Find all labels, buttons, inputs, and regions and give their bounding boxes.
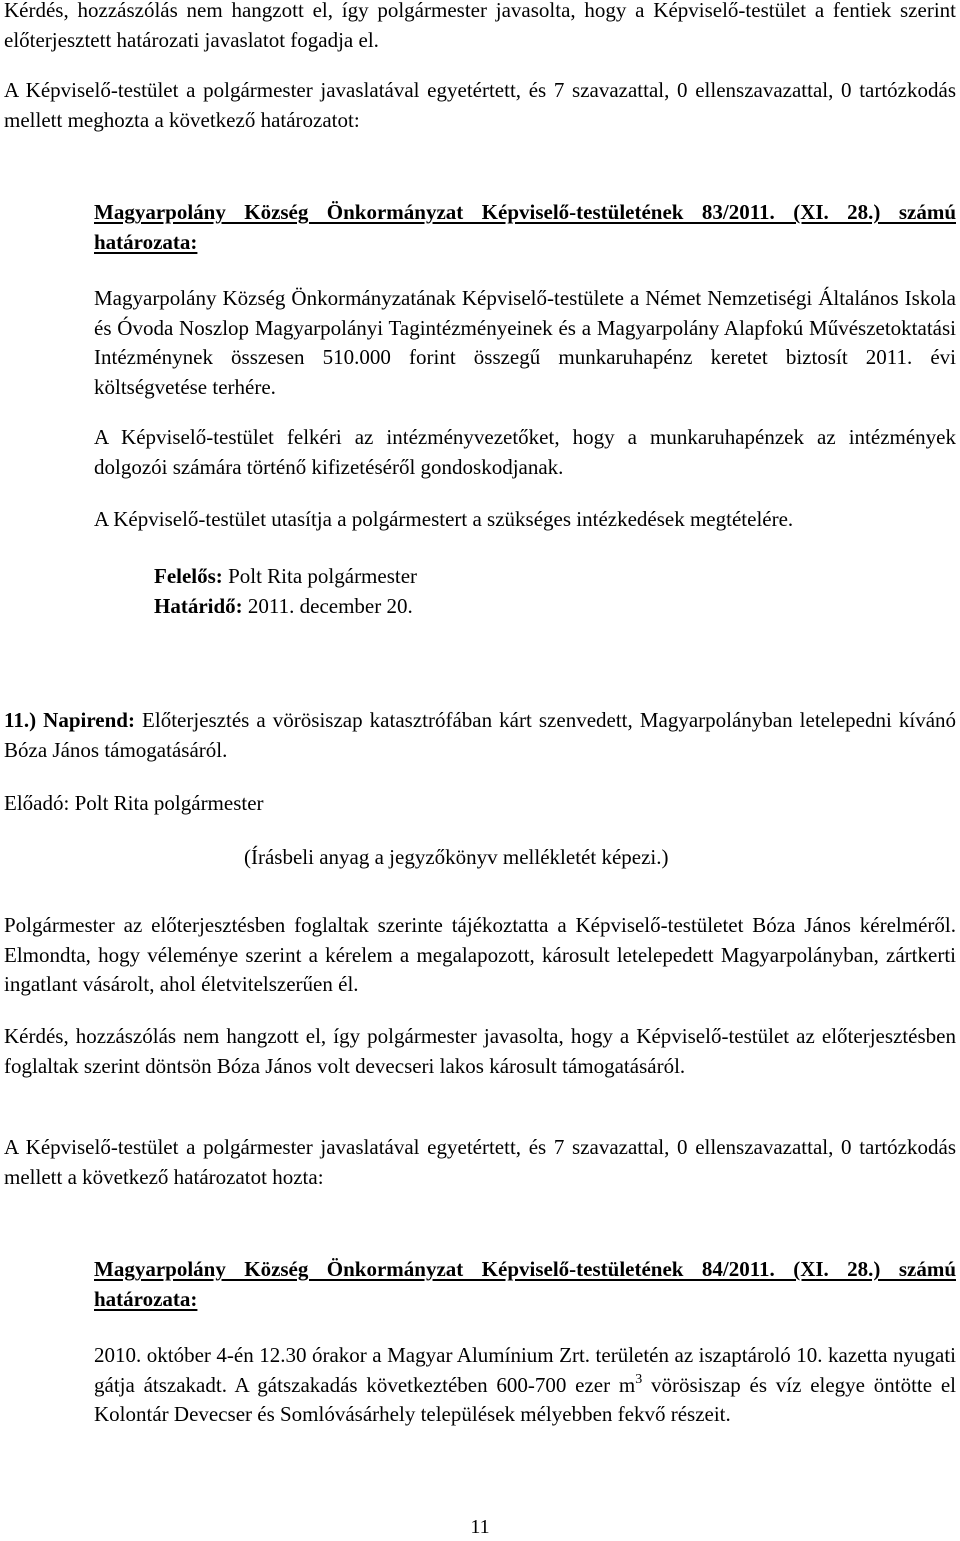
agenda-label: Napirend:	[43, 708, 135, 732]
deadline-label: Határidő:	[154, 594, 243, 618]
paragraph-vote-result-2: A Képviselő-testület a polgármester javaslatával egyetértett, és 7 szavazattal, 0 ellenszavazattal, 0 tartózkodás mellett a következő határozatot hozta:	[4, 1135, 956, 1189]
deadline-value: 2011. december 20.	[247, 594, 413, 618]
agenda-text: Előterjesztés a vörösiszap katasztrófában kárt szenvedett, Magyarpolányban letelepedni kívánó Bóza János támogatásáról.	[4, 708, 957, 762]
page-number: 11	[470, 1516, 490, 1538]
resolution-83-title: Magyarpolány Község Önkormányzat Képviselő-testületének 83/2011. (XI. 28.) számú határozata:	[94, 200, 956, 254]
resolution-84-title: Magyarpolány Község Önkormányzat Képviselő-testületének 84/2011. (XI. 28.) számú határozata:	[94, 1257, 956, 1311]
annex-note: (Írásbeli anyag a jegyzőkönyv mellékletét képezi.)	[244, 845, 669, 869]
agenda-item-11	[4, 706, 956, 765]
resolution-83-body-instruction: A Képviselő-testület utasítja a polgármestert a szükséges intézkedések megtételére.	[94, 507, 794, 531]
paragraph-question-proposal-2: Kérdés, hozzászólás nem hangzott el, így polgármester javasolta, hogy a Képviselő-testület az előterjesztésben foglaltak szerint döntsön Bóza János volt devecseri lakos károsult támogatásáról.	[4, 1024, 956, 1078]
paragraph-mayor-information: Polgármester az előterjesztésben foglaltak szerinte tájékoztatta a Képviselő-testületet Bóza János kérelméről. Elmondta, hogy véleménye szerint a kérelem a megalapozott, károsult letelepedett Magyarpolányban, zártkerti ingatlant vásárolt, ahol életvitelszerűen él.	[4, 913, 956, 996]
resolution-83-body-funding: Magyarpolány Község Önkormányzatának Képviselő-testülete a Német Nemzetiségi Általános Iskola és Óvoda Noszlop Magyarpolányi Tagintézményeinek és a Magyarpolány Alapfokú Művészetoktatási Intézménynek összesen 510.000 forint összegű munkaruhapénz keretet biztosít 2011. évi költségvetése terhére.	[94, 286, 956, 399]
resolution-83-responsible	[154, 562, 854, 592]
responsible-value: Polt Rita polgármester	[228, 564, 418, 588]
superscript-3: 3	[635, 1371, 643, 1387]
resolution-84-body-text-1: 2010. október 4-én 12.30 órakor a Magyar Alumínium Zrt. területén az iszaptároló 10. kazetta nyugati gátja átszakadt. A gátszakadás következtében 600-700 ezer m	[94, 1343, 956, 1397]
paragraph-question-proposal: Kérdés, hozzászólás nem hangzott el, így polgármester javasolta, hogy a Képviselő-testület a fentiek szerint előterjesztett határozati javaslatot fogadja el.	[4, 0, 956, 52]
resolution-84-body	[94, 1341, 956, 1430]
resolution-83-deadline	[154, 592, 854, 622]
resolution-84-body-text-2: vörösiszap és víz elegye öntötte el Kolontár Devecser és Somlóvásárhely települések mélyebben fekvő részeit.	[94, 1372, 956, 1426]
responsible-label: Felelős:	[154, 564, 223, 588]
agenda-presenter: Előadó: Polt Rita polgármester	[4, 791, 264, 815]
agenda-number: 11.)	[4, 708, 37, 732]
paragraph-vote-result: A Képviselő-testület a polgármester javaslatával egyetértett, és 7 szavazattal, 0 ellenszavazattal, 0 tartózkodás mellett meghozta a következő határozatot:	[4, 78, 956, 132]
resolution-83-body-request: A Képviselő-testület felkéri az intézményvezetőket, hogy a munkaruhapénzek az intézmények dolgozói számára történő kifizetéséről gondoskodjanak.	[94, 425, 956, 479]
